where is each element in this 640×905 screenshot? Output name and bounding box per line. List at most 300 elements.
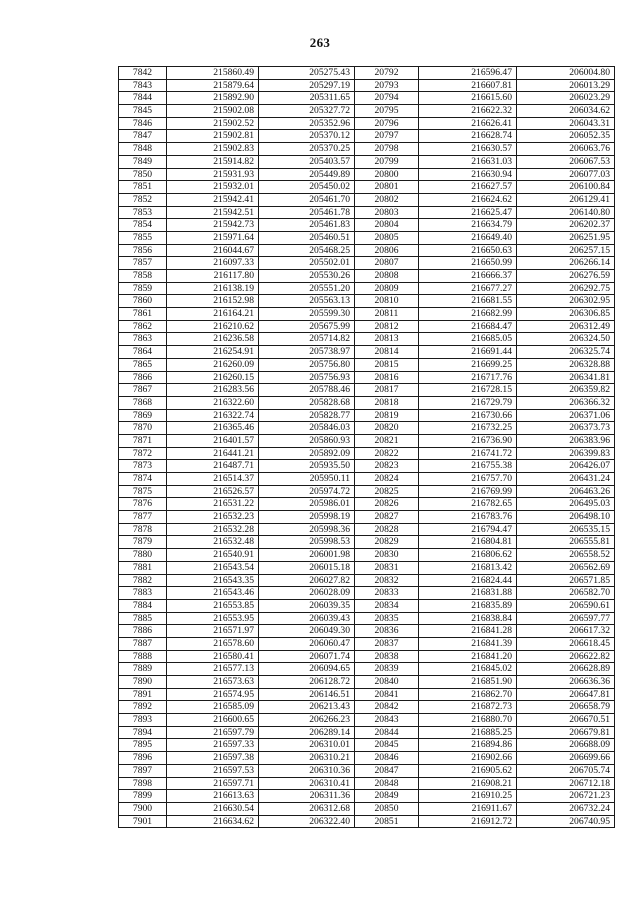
point-number-cell: 7867 [119, 384, 167, 397]
table-row [119, 282, 615, 295]
y-coordinate-cell: 206289.14 [259, 726, 355, 739]
y-coordinate-cell: 206558.52 [517, 549, 615, 562]
point-number-cell: 7887 [119, 637, 167, 650]
y-coordinate-cell: 206617.32 [517, 625, 615, 638]
x-coordinate-cell: 216681.55 [419, 295, 517, 308]
x-coordinate-cell: 216685.05 [419, 333, 517, 346]
point-number-cell: 7893 [119, 714, 167, 727]
x-coordinate-cell: 216628.74 [419, 130, 517, 143]
table-row [119, 637, 615, 650]
y-coordinate-cell: 206213.43 [259, 701, 355, 714]
y-coordinate-cell: 206740.95 [517, 815, 615, 828]
y-coordinate-cell: 206128.72 [259, 676, 355, 689]
x-coordinate-cell: 216862.70 [419, 688, 517, 701]
point-number-cell: 20801 [355, 181, 419, 194]
y-coordinate-cell: 206732.24 [517, 802, 615, 815]
point-number-cell: 20800 [355, 168, 419, 181]
y-coordinate-cell: 206034.62 [517, 105, 615, 118]
y-coordinate-cell: 205756.80 [259, 358, 355, 371]
x-coordinate-cell: 216625.47 [419, 206, 517, 219]
y-coordinate-cell: 205327.72 [259, 105, 355, 118]
y-coordinate-cell: 205998.36 [259, 523, 355, 536]
y-coordinate-cell: 205460.51 [259, 231, 355, 244]
x-coordinate-cell: 216597.71 [167, 777, 259, 790]
x-coordinate-cell: 216782.65 [419, 498, 517, 511]
point-number-cell: 7853 [119, 206, 167, 219]
y-coordinate-cell: 206426.07 [517, 460, 615, 473]
x-coordinate-cell: 215942.41 [167, 193, 259, 206]
point-number-cell: 20808 [355, 270, 419, 283]
x-coordinate-cell: 216553.95 [167, 612, 259, 625]
y-coordinate-cell: 205502.01 [259, 257, 355, 270]
point-number-cell: 7895 [119, 739, 167, 752]
y-coordinate-cell: 205714.82 [259, 333, 355, 346]
x-coordinate-cell: 216630.54 [167, 802, 259, 815]
point-number-cell: 20835 [355, 612, 419, 625]
table-row [119, 143, 615, 156]
point-number-cell: 20831 [355, 561, 419, 574]
point-number-cell: 20820 [355, 422, 419, 435]
y-coordinate-cell: 206582.70 [517, 587, 615, 600]
point-number-cell: 7881 [119, 561, 167, 574]
y-coordinate-cell: 206310.36 [259, 764, 355, 777]
point-number-cell: 7855 [119, 231, 167, 244]
table-row [119, 130, 615, 143]
y-coordinate-cell: 205986.01 [259, 498, 355, 511]
x-coordinate-cell: 216729.79 [419, 396, 517, 409]
y-coordinate-cell: 206590.61 [517, 599, 615, 612]
y-coordinate-cell: 206257.15 [517, 244, 615, 257]
y-coordinate-cell: 205860.93 [259, 434, 355, 447]
table-row [119, 599, 615, 612]
table-row [119, 219, 615, 232]
table-row [119, 270, 615, 283]
y-coordinate-cell: 206325.74 [517, 346, 615, 359]
x-coordinate-cell: 216630.94 [419, 168, 517, 181]
point-number-cell: 20833 [355, 587, 419, 600]
table-row [119, 676, 615, 689]
point-number-cell: 20815 [355, 358, 419, 371]
y-coordinate-cell: 205530.26 [259, 270, 355, 283]
y-coordinate-cell: 206371.06 [517, 409, 615, 422]
x-coordinate-cell: 216487.71 [167, 460, 259, 473]
x-coordinate-cell: 216615.60 [419, 92, 517, 105]
x-coordinate-cell: 216841.28 [419, 625, 517, 638]
y-coordinate-cell: 205892.09 [259, 447, 355, 460]
table-row [119, 549, 615, 562]
x-coordinate-cell: 216543.46 [167, 587, 259, 600]
y-coordinate-cell: 206060.47 [259, 637, 355, 650]
point-number-cell: 20819 [355, 409, 419, 422]
y-coordinate-cell: 206535.15 [517, 523, 615, 536]
point-number-cell: 7856 [119, 244, 167, 257]
x-coordinate-cell: 216682.99 [419, 308, 517, 321]
y-coordinate-cell: 205370.25 [259, 143, 355, 156]
y-coordinate-cell: 205828.77 [259, 409, 355, 422]
point-number-cell: 7901 [119, 815, 167, 828]
point-number-cell: 20837 [355, 637, 419, 650]
x-coordinate-cell: 215971.64 [167, 231, 259, 244]
x-coordinate-cell: 216813.42 [419, 561, 517, 574]
x-coordinate-cell: 216613.63 [167, 790, 259, 803]
point-number-cell: 7890 [119, 676, 167, 689]
point-number-cell: 20838 [355, 650, 419, 663]
y-coordinate-cell: 206328.88 [517, 358, 615, 371]
table-row [119, 714, 615, 727]
table-row [119, 206, 615, 219]
x-coordinate-cell: 215892.90 [167, 92, 259, 105]
y-coordinate-cell: 206049.30 [259, 625, 355, 638]
y-coordinate-cell: 206071.74 [259, 650, 355, 663]
point-number-cell: 7842 [119, 67, 167, 80]
point-number-cell: 7861 [119, 308, 167, 321]
point-number-cell: 20841 [355, 688, 419, 701]
x-coordinate-cell: 216553.85 [167, 599, 259, 612]
x-coordinate-cell: 215902.52 [167, 117, 259, 130]
point-number-cell: 20832 [355, 574, 419, 587]
y-coordinate-cell: 205352.96 [259, 117, 355, 130]
x-coordinate-cell: 216526.57 [167, 485, 259, 498]
x-coordinate-cell: 215902.83 [167, 143, 259, 156]
table-row [119, 701, 615, 714]
point-number-cell: 20826 [355, 498, 419, 511]
point-number-cell: 7848 [119, 143, 167, 156]
x-coordinate-cell: 216543.35 [167, 574, 259, 587]
point-number-cell: 20824 [355, 473, 419, 486]
y-coordinate-cell: 206312.68 [259, 802, 355, 815]
point-number-cell: 7858 [119, 270, 167, 283]
x-coordinate-cell: 216365.46 [167, 422, 259, 435]
x-coordinate-cell: 216578.60 [167, 637, 259, 650]
y-coordinate-cell: 205449.89 [259, 168, 355, 181]
point-number-cell: 7864 [119, 346, 167, 359]
table-row [119, 764, 615, 777]
x-coordinate-cell: 216322.74 [167, 409, 259, 422]
x-coordinate-cell: 216627.57 [419, 181, 517, 194]
x-coordinate-cell: 215902.81 [167, 130, 259, 143]
point-number-cell: 20848 [355, 777, 419, 790]
x-coordinate-cell: 216885.25 [419, 726, 517, 739]
point-number-cell: 20825 [355, 485, 419, 498]
y-coordinate-cell: 205370.12 [259, 130, 355, 143]
x-coordinate-cell: 216532.28 [167, 523, 259, 536]
point-number-cell: 7880 [119, 549, 167, 562]
table-row [119, 511, 615, 524]
point-number-cell: 7847 [119, 130, 167, 143]
point-number-cell: 7899 [119, 790, 167, 803]
y-coordinate-cell: 206628.89 [517, 663, 615, 676]
y-coordinate-cell: 206129.41 [517, 193, 615, 206]
y-coordinate-cell: 206366.32 [517, 396, 615, 409]
y-coordinate-cell: 206431.24 [517, 473, 615, 486]
y-coordinate-cell: 206383.96 [517, 434, 615, 447]
y-coordinate-cell: 205998.53 [259, 536, 355, 549]
table-row [119, 244, 615, 257]
y-coordinate-cell: 205950.11 [259, 473, 355, 486]
y-coordinate-cell: 206292.75 [517, 282, 615, 295]
point-number-cell: 20799 [355, 155, 419, 168]
x-coordinate-cell: 216532.23 [167, 511, 259, 524]
x-coordinate-cell: 216757.70 [419, 473, 517, 486]
point-number-cell: 7851 [119, 181, 167, 194]
table-row [119, 777, 615, 790]
point-number-cell: 20821 [355, 434, 419, 447]
x-coordinate-cell: 216728.15 [419, 384, 517, 397]
y-coordinate-cell: 206705.74 [517, 764, 615, 777]
point-number-cell: 7885 [119, 612, 167, 625]
page-number: 263 [309, 35, 331, 50]
y-coordinate-cell: 206077.03 [517, 168, 615, 181]
y-coordinate-cell: 205828.68 [259, 396, 355, 409]
table-row [119, 739, 615, 752]
y-coordinate-cell: 206670.51 [517, 714, 615, 727]
point-number-cell: 20836 [355, 625, 419, 638]
coordinates-table-body [119, 67, 615, 828]
table-row [119, 650, 615, 663]
point-number-cell: 7874 [119, 473, 167, 486]
y-coordinate-cell: 206311.36 [259, 790, 355, 803]
table-row [119, 498, 615, 511]
point-number-cell: 20798 [355, 143, 419, 156]
point-number-cell: 20810 [355, 295, 419, 308]
point-number-cell: 7871 [119, 434, 167, 447]
x-coordinate-cell: 216911.67 [419, 802, 517, 815]
x-coordinate-cell: 216634.62 [167, 815, 259, 828]
table-row [119, 625, 615, 638]
table-row [119, 193, 615, 206]
x-coordinate-cell: 216804.81 [419, 536, 517, 549]
point-number-cell: 20818 [355, 396, 419, 409]
y-coordinate-cell: 205846.03 [259, 422, 355, 435]
x-coordinate-cell: 216905.62 [419, 764, 517, 777]
x-coordinate-cell: 216666.37 [419, 270, 517, 283]
y-coordinate-cell: 206322.40 [259, 815, 355, 828]
point-number-cell: 20839 [355, 663, 419, 676]
x-coordinate-cell: 216851.90 [419, 676, 517, 689]
x-coordinate-cell: 216441.21 [167, 447, 259, 460]
point-number-cell: 7866 [119, 371, 167, 384]
table-row [119, 168, 615, 181]
table-row [119, 460, 615, 473]
x-coordinate-cell: 216236.58 [167, 333, 259, 346]
x-coordinate-cell: 216164.21 [167, 308, 259, 321]
y-coordinate-cell: 205311.65 [259, 92, 355, 105]
y-coordinate-cell: 206266.23 [259, 714, 355, 727]
table-row [119, 92, 615, 105]
y-coordinate-cell: 206310.01 [259, 739, 355, 752]
y-coordinate-cell: 206251.95 [517, 231, 615, 244]
point-number-cell: 7896 [119, 752, 167, 765]
y-coordinate-cell: 206276.59 [517, 270, 615, 283]
x-coordinate-cell: 216880.70 [419, 714, 517, 727]
y-coordinate-cell: 205461.83 [259, 219, 355, 232]
point-number-cell: 20849 [355, 790, 419, 803]
point-number-cell: 7886 [119, 625, 167, 638]
y-coordinate-cell: 205935.50 [259, 460, 355, 473]
table-row [119, 688, 615, 701]
table-row [119, 434, 615, 447]
point-number-cell: 20829 [355, 536, 419, 549]
y-coordinate-cell: 206001.98 [259, 549, 355, 562]
point-number-cell: 20814 [355, 346, 419, 359]
point-number-cell: 20804 [355, 219, 419, 232]
point-number-cell: 20847 [355, 764, 419, 777]
table-row [119, 155, 615, 168]
x-coordinate-cell: 216626.41 [419, 117, 517, 130]
y-coordinate-cell: 206310.21 [259, 752, 355, 765]
x-coordinate-cell: 216117.80 [167, 270, 259, 283]
point-number-cell: 20816 [355, 371, 419, 384]
x-coordinate-cell: 216543.54 [167, 561, 259, 574]
table-row [119, 295, 615, 308]
y-coordinate-cell: 205468.25 [259, 244, 355, 257]
x-coordinate-cell: 216732.25 [419, 422, 517, 435]
y-coordinate-cell: 205974.72 [259, 485, 355, 498]
y-coordinate-cell: 206094.65 [259, 663, 355, 676]
point-number-cell: 7898 [119, 777, 167, 790]
y-coordinate-cell: 206302.95 [517, 295, 615, 308]
y-coordinate-cell: 206618.45 [517, 637, 615, 650]
table-row [119, 523, 615, 536]
point-number-cell: 20827 [355, 511, 419, 524]
y-coordinate-cell: 205297.19 [259, 79, 355, 92]
point-number-cell: 7873 [119, 460, 167, 473]
point-number-cell: 7876 [119, 498, 167, 511]
x-coordinate-cell: 216322.60 [167, 396, 259, 409]
point-number-cell: 20802 [355, 193, 419, 206]
y-coordinate-cell: 206063.76 [517, 143, 615, 156]
point-number-cell: 7865 [119, 358, 167, 371]
x-coordinate-cell: 216631.03 [419, 155, 517, 168]
y-coordinate-cell: 206067.53 [517, 155, 615, 168]
table-row [119, 371, 615, 384]
x-coordinate-cell: 216794.47 [419, 523, 517, 536]
point-number-cell: 20822 [355, 447, 419, 460]
point-number-cell: 20806 [355, 244, 419, 257]
x-coordinate-cell: 216835.89 [419, 599, 517, 612]
table-row [119, 485, 615, 498]
y-coordinate-cell: 206721.23 [517, 790, 615, 803]
x-coordinate-cell: 216607.81 [419, 79, 517, 92]
point-number-cell: 20840 [355, 676, 419, 689]
x-coordinate-cell: 216532.48 [167, 536, 259, 549]
y-coordinate-cell: 205756.93 [259, 371, 355, 384]
y-coordinate-cell: 206202.37 [517, 219, 615, 232]
point-number-cell: 7877 [119, 511, 167, 524]
y-coordinate-cell: 205275.43 [259, 67, 355, 80]
table-row [119, 333, 615, 346]
x-coordinate-cell: 216841.39 [419, 637, 517, 650]
x-coordinate-cell: 216138.19 [167, 282, 259, 295]
y-coordinate-cell: 206028.09 [259, 587, 355, 600]
x-coordinate-cell: 216573.63 [167, 676, 259, 689]
table-row [119, 422, 615, 435]
y-coordinate-cell: 206647.81 [517, 688, 615, 701]
y-coordinate-cell: 206027.82 [259, 574, 355, 587]
point-number-cell: 7860 [119, 295, 167, 308]
x-coordinate-cell: 216596.47 [419, 67, 517, 80]
table-row [119, 790, 615, 803]
x-coordinate-cell: 215931.93 [167, 168, 259, 181]
y-coordinate-cell: 206341.81 [517, 371, 615, 384]
table-row [119, 561, 615, 574]
x-coordinate-cell: 216730.66 [419, 409, 517, 422]
point-number-cell: 20797 [355, 130, 419, 143]
point-number-cell: 20828 [355, 523, 419, 536]
x-coordinate-cell: 216634.79 [419, 219, 517, 232]
x-coordinate-cell: 216260.09 [167, 358, 259, 371]
point-number-cell: 20817 [355, 384, 419, 397]
y-coordinate-cell: 206004.80 [517, 67, 615, 80]
y-coordinate-cell: 206015.18 [259, 561, 355, 574]
x-coordinate-cell: 216044.67 [167, 244, 259, 257]
point-number-cell: 7843 [119, 79, 167, 92]
x-coordinate-cell: 216769.99 [419, 485, 517, 498]
x-coordinate-cell: 216152.98 [167, 295, 259, 308]
table-row [119, 726, 615, 739]
point-number-cell: 20794 [355, 92, 419, 105]
y-coordinate-cell: 206699.66 [517, 752, 615, 765]
y-coordinate-cell: 206555.81 [517, 536, 615, 549]
y-coordinate-cell: 205563.13 [259, 295, 355, 308]
table-row [119, 473, 615, 486]
x-coordinate-cell: 216912.72 [419, 815, 517, 828]
x-coordinate-cell: 215932.01 [167, 181, 259, 194]
point-number-cell: 7897 [119, 764, 167, 777]
x-coordinate-cell: 216597.53 [167, 764, 259, 777]
x-coordinate-cell: 216717.76 [419, 371, 517, 384]
x-coordinate-cell: 216600.65 [167, 714, 259, 727]
x-coordinate-cell: 216624.62 [419, 193, 517, 206]
x-coordinate-cell: 216872.73 [419, 701, 517, 714]
x-coordinate-cell: 216783.76 [419, 511, 517, 524]
table-row [119, 346, 615, 359]
x-coordinate-cell: 216597.38 [167, 752, 259, 765]
y-coordinate-cell: 206498.10 [517, 511, 615, 524]
y-coordinate-cell: 206597.77 [517, 612, 615, 625]
point-number-cell: 7859 [119, 282, 167, 295]
y-coordinate-cell: 206622.82 [517, 650, 615, 663]
y-coordinate-cell: 206562.69 [517, 561, 615, 574]
x-coordinate-cell: 216630.57 [419, 143, 517, 156]
table-row [119, 574, 615, 587]
point-number-cell: 7844 [119, 92, 167, 105]
x-coordinate-cell: 215902.08 [167, 105, 259, 118]
y-coordinate-cell: 206324.50 [517, 333, 615, 346]
x-coordinate-cell: 216283.56 [167, 384, 259, 397]
table-row [119, 396, 615, 409]
table-row [119, 105, 615, 118]
table-row [119, 231, 615, 244]
point-number-cell: 7889 [119, 663, 167, 676]
point-number-cell: 20805 [355, 231, 419, 244]
point-number-cell: 20792 [355, 67, 419, 80]
y-coordinate-cell: 206100.84 [517, 181, 615, 194]
y-coordinate-cell: 206636.36 [517, 676, 615, 689]
point-number-cell: 7863 [119, 333, 167, 346]
x-coordinate-cell: 216831.88 [419, 587, 517, 600]
y-coordinate-cell: 205675.99 [259, 320, 355, 333]
y-coordinate-cell: 206052.35 [517, 130, 615, 143]
table-row [119, 815, 615, 828]
x-coordinate-cell: 216755.38 [419, 460, 517, 473]
table-row [119, 409, 615, 422]
y-coordinate-cell: 206023.29 [517, 92, 615, 105]
x-coordinate-cell: 215860.49 [167, 67, 259, 80]
point-number-cell: 7892 [119, 701, 167, 714]
point-number-cell: 7850 [119, 168, 167, 181]
y-coordinate-cell: 205998.19 [259, 511, 355, 524]
